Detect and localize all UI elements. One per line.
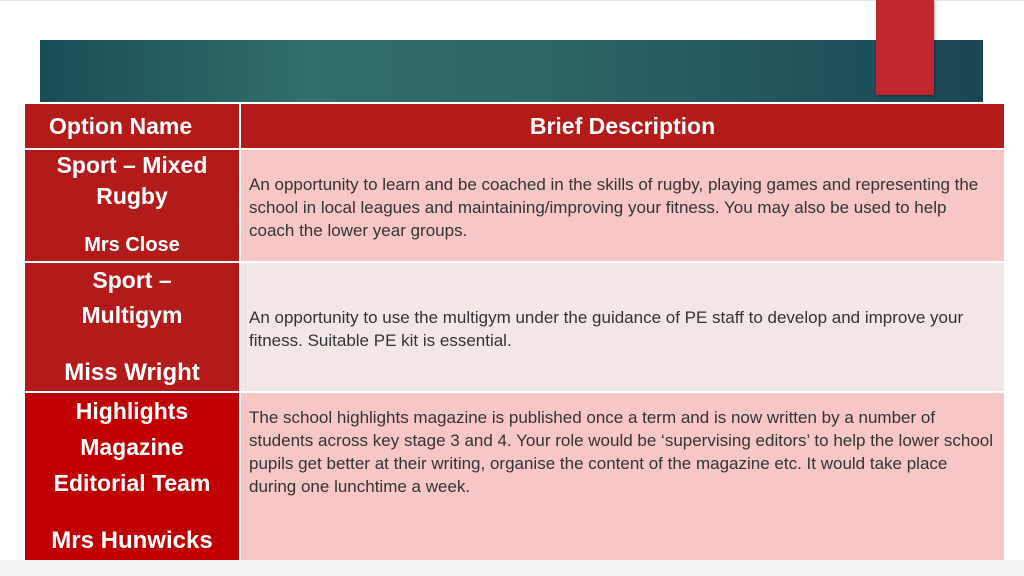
option-title-line: Sport – bbox=[92, 267, 172, 293]
header-brief-description: Brief Description bbox=[241, 104, 1004, 148]
option-title-line: Highlights bbox=[75, 398, 189, 424]
option-title-line: Multigym bbox=[81, 302, 183, 328]
option-title-line: Sport – Mixed bbox=[56, 152, 208, 178]
top-divider bbox=[0, 0, 1024, 1]
title-banner bbox=[40, 40, 983, 102]
option-title-line: Rugby bbox=[96, 183, 168, 209]
description-cell-magazine: The school highlights magazine is published once a term and is now written by a number of students across key stage 3 and 4. Your role would be ‘supervising editors’ to help the lower school pupils get better at their writing, organise the content of the magazine etc. It would take place during one lunchtime a week. bbox=[241, 393, 1004, 560]
options-table bbox=[25, 104, 1002, 554]
header-option-name: Option Name bbox=[25, 104, 239, 148]
decorative-red-tab bbox=[876, 0, 934, 95]
description-cell-multigym: An opportunity to use the multigym under the guidance of PE staff to develop and improve your fitness. Suitable PE kit is essential. bbox=[241, 263, 1004, 391]
teacher-name: Mrs Close bbox=[84, 234, 180, 256]
description-cell-rugby: An opportunity to learn and be coached in the skills of rugby, playing games and representing the school in local leagues and maintaining/improving your fitness. You may also be used to help coach the lower year groups. bbox=[241, 150, 1004, 261]
teacher-name: Mrs Hunwicks bbox=[51, 527, 213, 554]
teacher-name: Miss Wright bbox=[64, 359, 200, 386]
option-name-cell-magazine bbox=[25, 393, 239, 560]
option-name-cell-multigym bbox=[25, 263, 239, 391]
option-name-cell-rugby bbox=[25, 150, 239, 261]
footer-strip bbox=[0, 560, 1024, 576]
option-title-line: Editorial Team bbox=[53, 470, 211, 496]
option-title-line: Magazine bbox=[80, 434, 184, 460]
